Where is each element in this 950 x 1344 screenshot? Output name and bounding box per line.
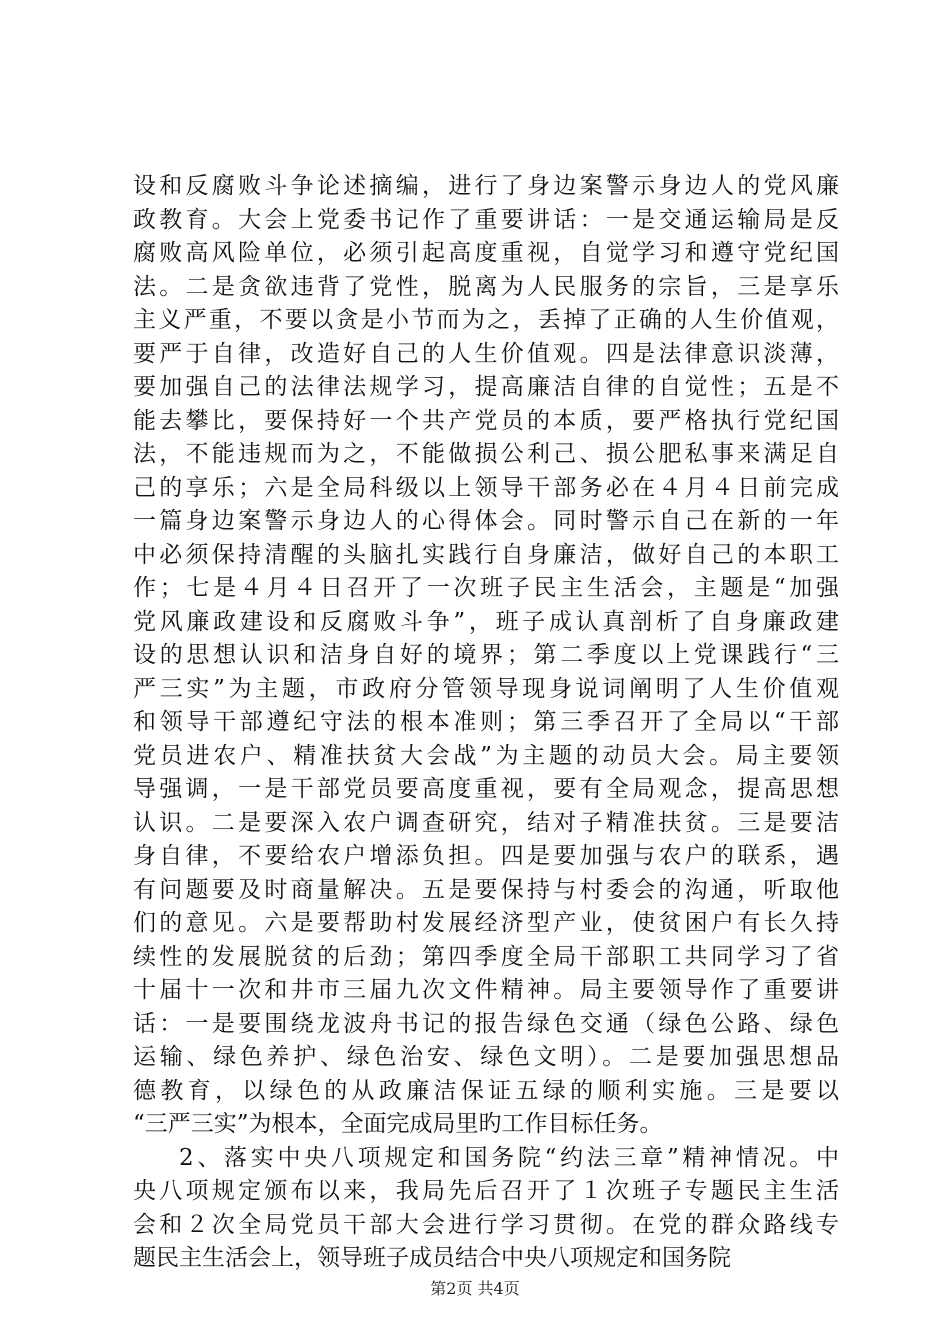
text-line: 作；七是４月４日召开了一次班子民主生活会，主题是“加强 <box>133 575 839 601</box>
text-line: 中必须保持清醒的头脑扎实践行自身廉洁，做好自己的本职工 <box>133 541 839 568</box>
text-line: 要加强自己的法律法规学习，提高廉洁自律的自觉性；五是不 <box>133 374 839 400</box>
page-footer: 第2页 共4页 <box>430 1279 520 1298</box>
text-line: 续性的发展脱贫的后劲；第四季度全局干部职工共同学习了省 <box>133 943 839 970</box>
text-line: 十届十一次和井市三届九次文件精神。局主要领导作了重要讲 <box>133 977 839 1003</box>
text-line: 一篇身边案警示身边人的心得体会。同时警示自己在新的一年 <box>133 508 839 534</box>
text-line: 能去攀比，要保持好一个共产党员的本质，要严格执行党纪国 <box>133 407 839 434</box>
text-line: 要严于自律，改造好自己的人生价值观。四是法律意识淡薄， <box>133 340 839 367</box>
text-line: 法。二是贪欲违背了党性，脱离为人民服务的宗旨，三是享乐 <box>133 273 839 300</box>
text-line: 导强调，一是干部党员要高度重视，要有全局观念，提高思想 <box>133 776 839 802</box>
text-line: 有问题要及时商量解决。五是要保持与村委会的沟通，听取他 <box>133 876 839 903</box>
text-line: 党风廉政建设和反腐败斗争”，班子成认真剖析了自身廉政建 <box>133 608 839 635</box>
text-line: “三严三实”为根本，全面完成局里旳工作目标任务。 <box>133 1111 663 1137</box>
text-line: 主义严重，不要以贪是小节而为之，丢掉了正确的人生价值观， <box>133 307 839 333</box>
text-line: 和领导干部遵纪守法的根本准则；第三季召开了全局以“干部 <box>133 709 839 735</box>
text-line: 政教育。大会上党委书记作了重要讲话：一是交通运输局是反 <box>133 206 839 233</box>
text-line: 认识。二是要深入农户调查研究，结对子精准扶贫。三是要洁 <box>133 809 839 836</box>
text-line: 严三实”为主题，市政府分管领导现身说词阐明了人生价值观 <box>133 675 839 702</box>
text-line: 党员进农户、精准扶贫大会战”为主题的动员大会。局主要领 <box>133 742 839 769</box>
text-line: 法，不能违规而为之，不能做损公利己、损公肥私事来满足自 <box>133 441 839 467</box>
text-line: 德教育，以绿色的从政廉洁保证五绿的顺利实施。三是要以 <box>133 1077 839 1104</box>
text-line: 运输、绿色养护、绿色治安、绿色文明）。二是要加强思想品 <box>133 1044 839 1070</box>
text-line: 设的思想认识和洁身自好的境界；第二季度以上党课践行“三 <box>133 642 839 668</box>
text-line: 话：一是要围绕龙波舟书记的报告绿色交通（绿色公路、绿色 <box>133 1010 839 1037</box>
text-line: 们的意见。六是要帮助村发展经济型产业，使贫困户有长久持 <box>133 910 839 936</box>
text-line: 己的享乐；六是全局科级以上领导干部务必在４月４日前完成 <box>133 474 839 501</box>
text-line: 腐败高风险单位，必须引起高度重视，自觉学习和遵守党纪国 <box>133 240 839 266</box>
text-line: 身自律，不要给农户增添负担。四是要加强与农户的联系，遇 <box>133 843 839 869</box>
body-text <box>133 170 839 1276</box>
text-line: 央八项规定颁布以来，我局先后召开了１次班子专题民主生活 <box>133 1178 839 1204</box>
text-line: 设和反腐败斗争论述摘编，进行了身边案警示身边人的党风廉 <box>133 173 839 199</box>
text-line: 题民主生活会上，领导班子成员结合中央八项规定和国务院 <box>133 1245 731 1271</box>
text-line: 会和２次全局党员干部大会进行学习贯彻。在党的群众路线专 <box>133 1211 839 1238</box>
text-line: 2、落实中央八项规定和国务院“约法三章”精神情况。中 <box>179 1144 839 1171</box>
